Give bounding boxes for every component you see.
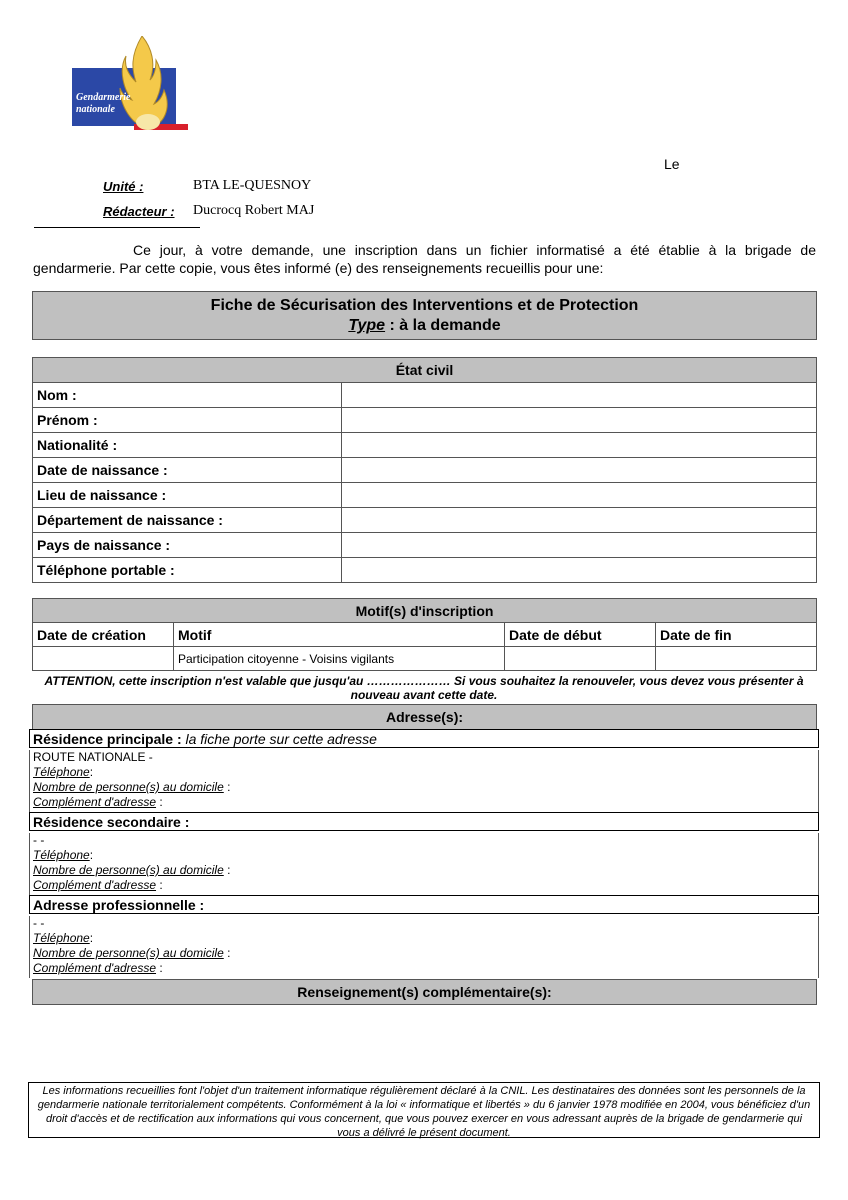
field-value	[342, 433, 817, 458]
occupants-line: Nombre de personne(s) au domicile :	[33, 863, 231, 877]
residence-secondaire-details	[29, 833, 819, 895]
renseignements-heading: Renseignement(s) complémentaire(s):	[32, 979, 817, 1005]
table-row	[33, 533, 817, 558]
field-value	[342, 483, 817, 508]
document-type: Type : à la demande	[348, 317, 501, 334]
residence-principale-details	[29, 750, 819, 812]
complement-line: Complément d'adresse :	[33, 878, 163, 892]
table-row	[33, 508, 817, 533]
table-row	[33, 558, 817, 583]
address-line: - -	[33, 916, 45, 930]
date-label: Le	[664, 156, 680, 172]
field-value	[342, 558, 817, 583]
motifs-table	[32, 598, 817, 671]
etat-civil-table	[32, 357, 817, 583]
redacteur-value: Ducrocq Robert MAJ	[193, 203, 315, 218]
field-value	[342, 408, 817, 433]
field-label: Téléphone portable :	[33, 558, 342, 583]
column-header: Date de début	[505, 623, 656, 647]
field-value	[342, 508, 817, 533]
gendarmerie-logo	[72, 36, 190, 136]
column-header: Date de fin	[656, 623, 817, 647]
adresses-heading: Adresse(s):	[32, 704, 817, 730]
table-row	[33, 408, 817, 433]
field-value	[342, 383, 817, 408]
logo-text: Gendarmerie nationale	[76, 92, 131, 115]
table-cell: Participation citoyenne - Voisins vigilants	[174, 647, 505, 671]
flame-emblem-icon	[72, 36, 190, 136]
field-label: Date de naissance :	[33, 458, 342, 483]
document-title: Fiche de Sécurisation des Interventions et de Protection	[210, 297, 639, 314]
address-line: ROUTE NATIONALE -	[33, 750, 153, 764]
column-header: Motif	[174, 623, 505, 647]
field-value	[342, 458, 817, 483]
occupants-line: Nombre de personne(s) au domicile :	[33, 780, 231, 794]
table-row	[33, 433, 817, 458]
table-row	[33, 458, 817, 483]
occupants-line: Nombre de personne(s) au domicile :	[33, 946, 231, 960]
cnil-footer: Les informations recueillies font l'objet d'un traitement informatique régulièrement déclaré à la CNIL. Les destinataires des données sont les personnels de la gendarmerie nationale territorialement compétents. Conformément à la loi « informatique et libertés » du 6 janvier 1978 modifiée en 2004, vous bénéficiez d'un droit d'accès et de rectification aux informations qui vous concernent, que vous pouvez exercer en vous adressant auprès de la brigade de gendarmerie qui vous a délivré le présent document.	[28, 1082, 820, 1138]
adresse-professionnelle-details	[29, 916, 819, 978]
table-cell	[656, 647, 817, 671]
table-row	[33, 647, 817, 671]
adresse-professionnelle-header: Adresse professionnelle :	[29, 895, 819, 914]
complement-line: Complément d'adresse :	[33, 961, 163, 975]
table-row	[33, 483, 817, 508]
redacteur-label: Rédacteur :	[103, 204, 175, 219]
field-value	[342, 533, 817, 558]
attention-notice: ATTENTION, cette inscription n'est valable que jusqu'au ………………… Si vous souhaitez la renouveler, vous devez vous présenter à nouveau avant cette date.	[44, 674, 804, 702]
intro-paragraph: Ce jour, à votre demande, une inscription dans un fichier informatisé a été établie à la brigade de gendarmerie. Par cette copie, vous êtes informé (e) des renseignements recueillis pour une:	[33, 242, 816, 276]
telephone-line: Téléphone:	[33, 931, 94, 945]
address-line: - -	[33, 833, 45, 847]
field-label: Nationalité :	[33, 433, 342, 458]
etat-civil-heading: État civil	[33, 358, 817, 383]
residence-secondaire-header: Résidence secondaire :	[29, 812, 819, 831]
field-label: Lieu de naissance :	[33, 483, 342, 508]
header-divider	[34, 227, 200, 228]
table-cell	[33, 647, 174, 671]
column-header: Date de création	[33, 623, 174, 647]
table-row	[33, 383, 817, 408]
table-cell	[505, 647, 656, 671]
residence-principale-header: Résidence principale : la fiche porte sur cette adresse	[29, 729, 819, 748]
field-label: Pays de naissance :	[33, 533, 342, 558]
unite-label: Unité :	[103, 179, 144, 194]
field-label: Nom :	[33, 383, 342, 408]
unite-value: BTA LE-QUESNOY	[193, 178, 312, 193]
field-label: Prénom :	[33, 408, 342, 433]
motifs-heading: Motif(s) d'inscription	[33, 599, 817, 623]
complement-line: Complément d'adresse :	[33, 795, 163, 809]
document-title-box	[32, 291, 817, 340]
table-header-row	[33, 623, 817, 647]
field-label: Département de naissance :	[33, 508, 342, 533]
telephone-line: Téléphone:	[33, 765, 94, 779]
telephone-line: Téléphone:	[33, 848, 94, 862]
